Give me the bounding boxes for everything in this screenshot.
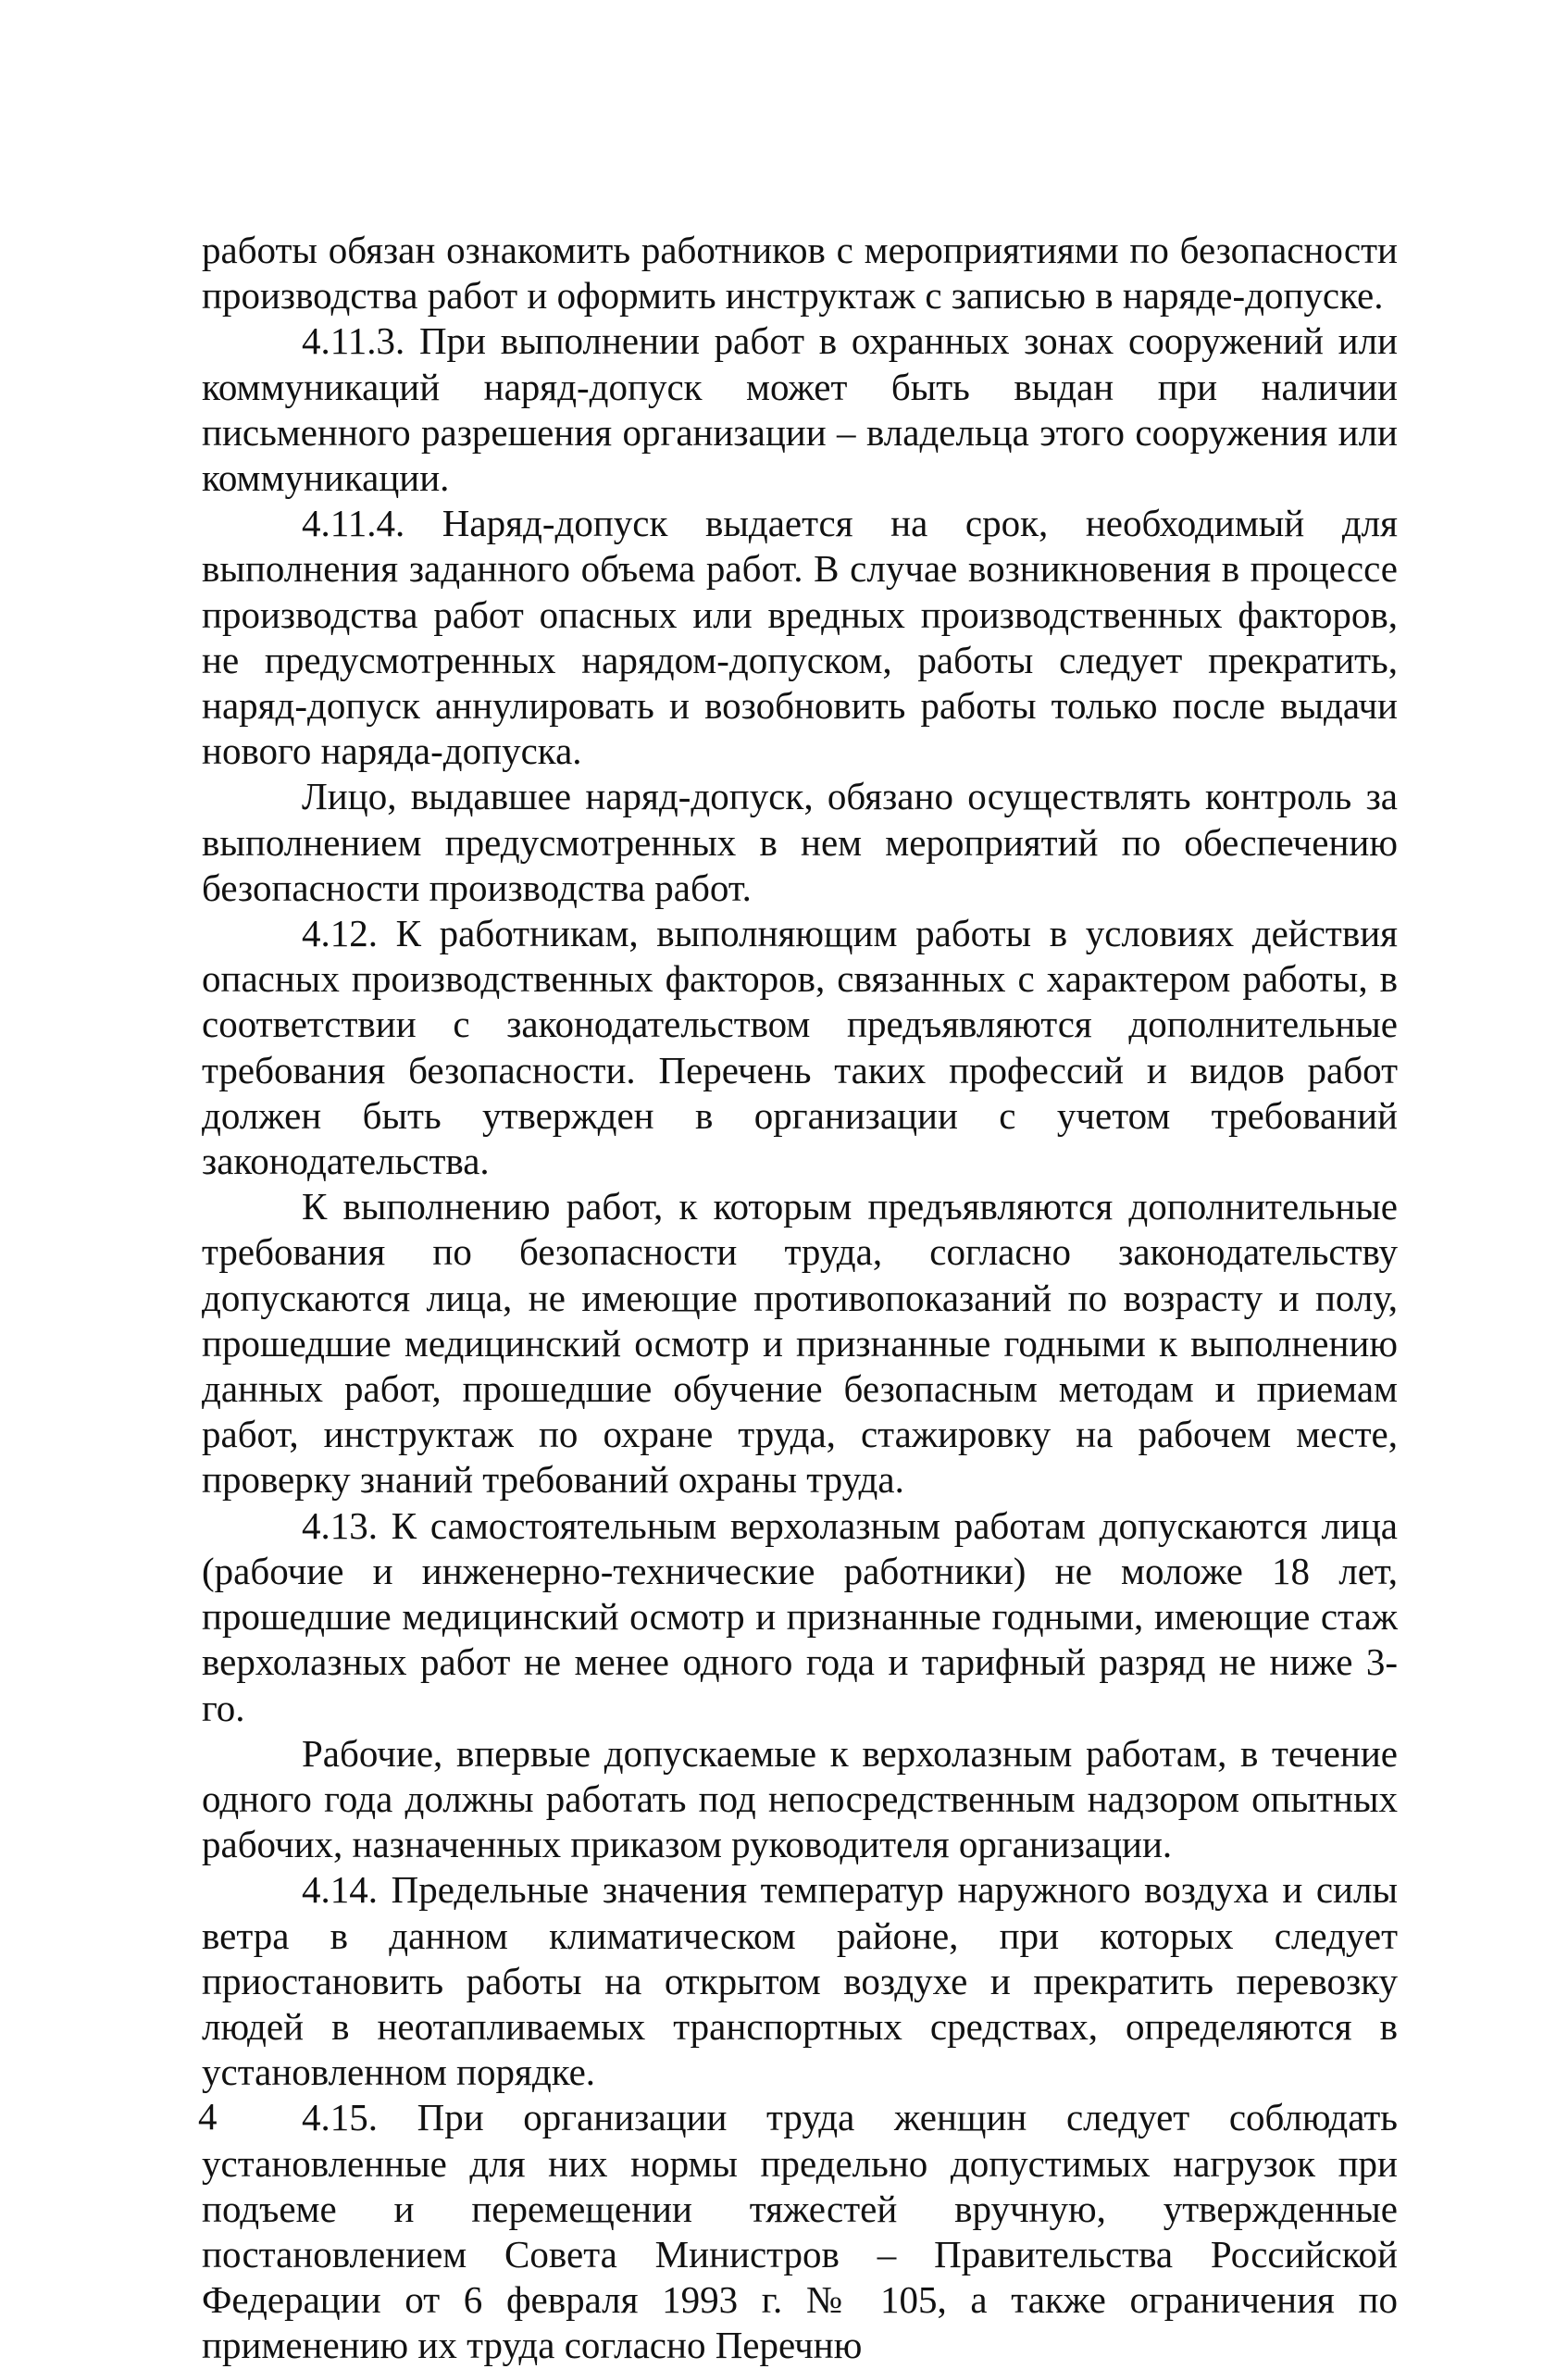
paragraph-admission: К выполнению работ, к которым предъявляются дополнительные требования по безопасности труда, согласно законодательству допускаются лица, не имеющие противопоказаний по возрасту и полу, прошедшие медицинский осмотр и признанные годными к выполнению данных работ, прошедшие обучение безопасным методам и приемам работ, инструктаж по охране труда, стажировку на рабочем месте, проверку знаний требований охраны труда. bbox=[202, 1185, 1398, 1502]
paragraph-novice-workers: Рабочие, впервые допускаемые к верхолазным работам, в течение одного года должны работать под непосредственным надзором опытных рабочих, назначенных приказом руководителя организации. bbox=[202, 1731, 1398, 1866]
paragraph-4-15: 4.15. При организации труда женщин следует соблюдать установленные для них нормы предельно допустимых нагрузок при подъеме и перемещении тяжестей вручную, утвержденные постановлением Совета Министров – Правительства Российской Федерации от 6 февраля 1993 г. № 105, а также ограничения по применению их труда согласно Перечню bbox=[202, 2096, 1398, 2367]
paragraph-4-14: 4.14. Предельные значения температур наружного воздуха и силы ветра в данном климатическом районе, при которых следует приостановить работы на открытом воздухе и прекратить перевозку людей в неотапливаемых транспортных средствах, определяются в установленном порядке. bbox=[202, 1868, 1398, 2094]
paragraph-continuation: работы обязан ознакомить работников с мероприятиями по безопасности производства работ и оформить инструктаж с записью в наряде-допуске. bbox=[202, 229, 1398, 318]
page-number: 4 bbox=[198, 2095, 218, 2138]
paragraph-4-12: 4.12. К работникам, выполняющим работы в условиях действия опасных производственных факторов, связанных с характером работы, в соответствии с законодательством предъявляются дополнительные требования безопасности. Перечень таких профессий и видов работ должен быть утвержден в организации с учетом требований законодательства. bbox=[202, 912, 1398, 1183]
paragraph-control: Лицо, выдавшее наряд-допуск, обязано осуществлять контроль за выполнением предусмотренных в нем мероприятий по обеспечению безопасности производства работ. bbox=[202, 775, 1398, 909]
paragraph-4-11-4: 4.11.4. Наряд-допуск выдается на срок, необходимый для выполнения заданного объема работ. В случае возникновения в процессе производства работ опасных или вредных производственных факторов, не предусмотренных нарядом-допуском, работы следует прекратить, наряд-допуск аннулировать и возобновить работы только после выдачи нового наряда-допуска. bbox=[202, 502, 1398, 773]
paragraph-4-11-3: 4.11.3. При выполнении работ в охранных зонах сооружений или коммуникаций наряд-допуск может быть выдан при наличии письменного разрешения организации – владельца этого сооружения или коммуникации. bbox=[202, 319, 1398, 500]
paragraph-4-13: 4.13. К самостоятельным верхолазным работам допускаются лица (рабочие и инженерно-технические работники) не моложе 18 лет, прошедшие медицинский осмотр и признанные годными, имеющие стаж верхолазных работ не менее одного года и тарифный разряд не ниже 3-го. bbox=[202, 1503, 1398, 1729]
body-text bbox=[202, 228, 1398, 2369]
